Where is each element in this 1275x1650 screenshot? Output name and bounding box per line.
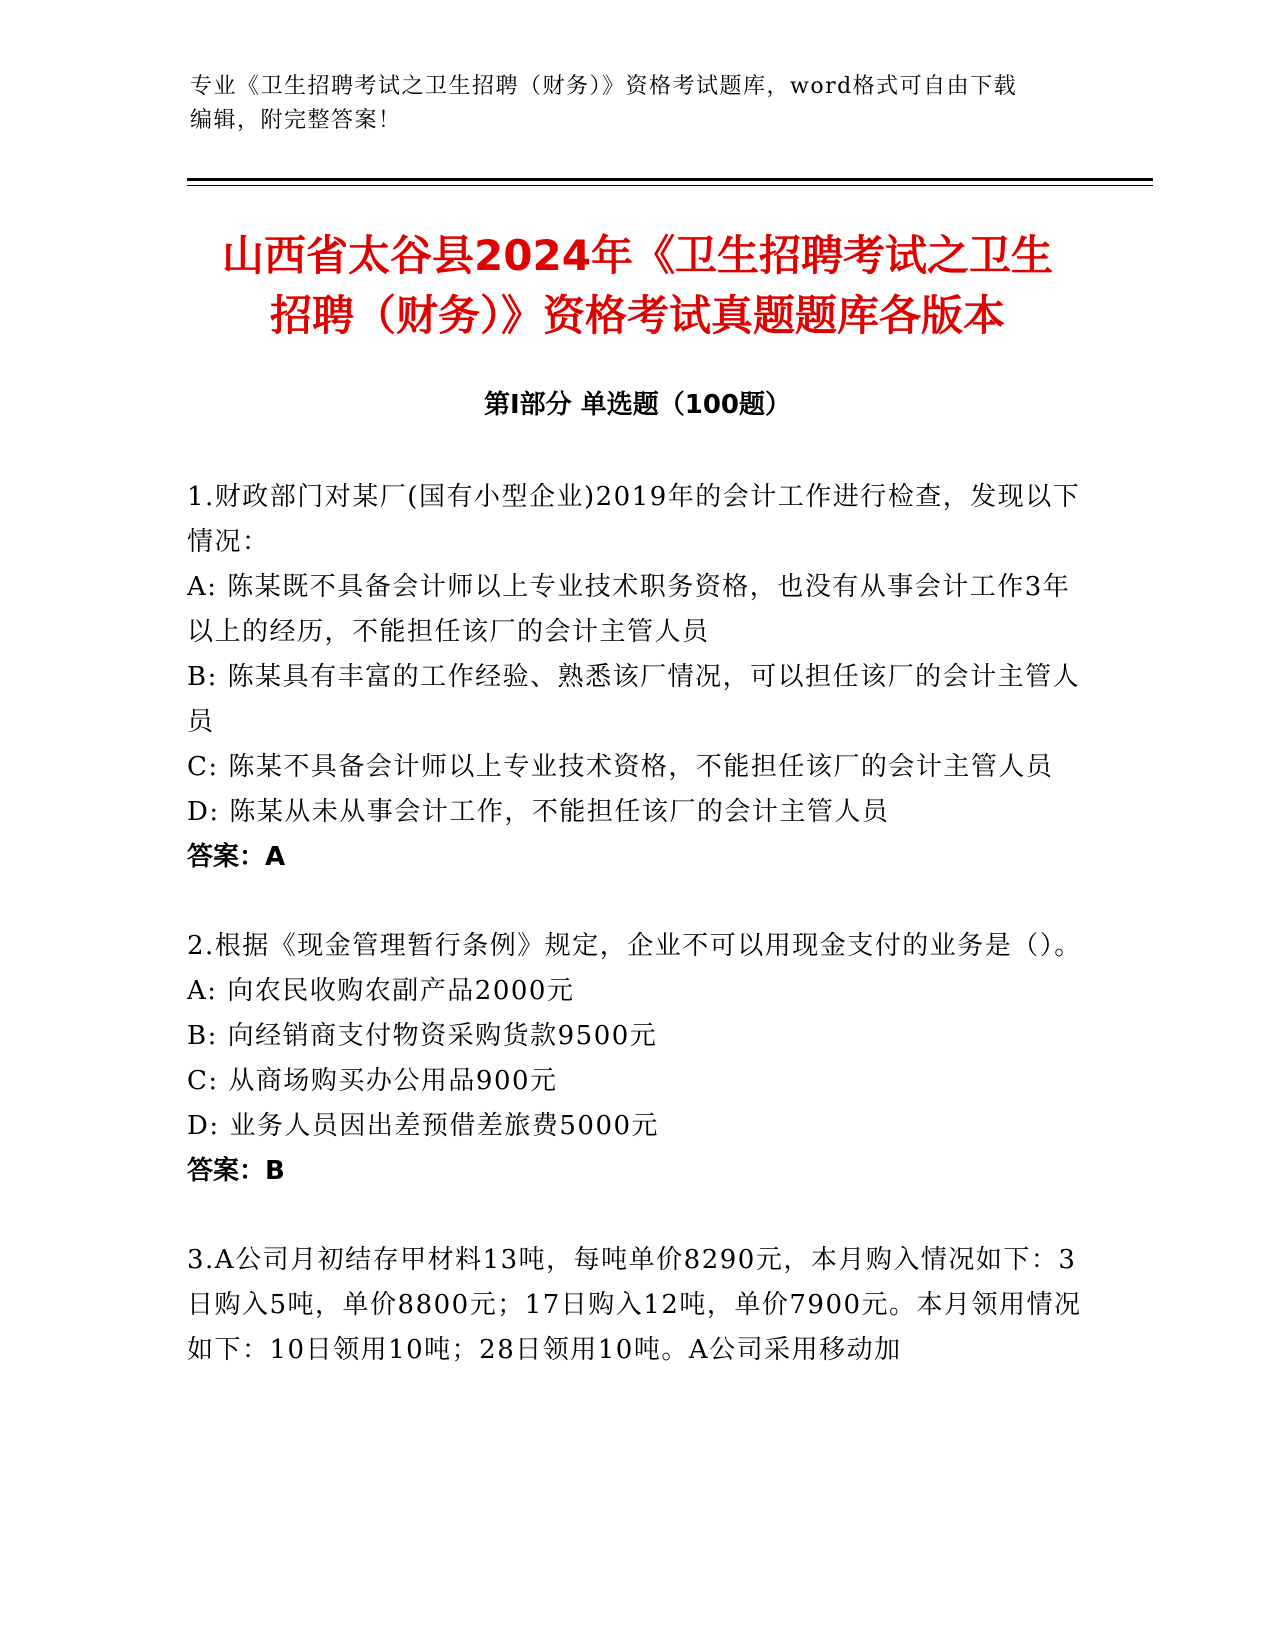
option-a: A: 陈某既不具备会计师以上专业技术职务资格，也没有从事会计工作3年以上的经历，不能担任该厂的会计主管人员 — [187, 572, 1071, 647]
answer: 答案：A — [187, 842, 286, 872]
header-note — [190, 70, 1090, 138]
question-1 — [187, 475, 1087, 880]
answer: 答案：B — [187, 1156, 285, 1186]
header-note-line-1: 专业《卫生招聘考试之卫生招聘（财务）》资格考试题库，word格式可自由下载 — [190, 74, 1018, 99]
header-note-line-2: 编辑，附完整答案！ — [190, 108, 402, 133]
option-c: C: 从商场购买办公用品900元 — [187, 1066, 558, 1096]
option-d: D: 业务人员因出差预借差旅费5000元 — [187, 1111, 660, 1141]
option-a: A: 向农民收购农副产品2000元 — [187, 976, 575, 1006]
option-b: B: 陈某具有丰富的工作经验、熟悉该厂情况，可以担任该厂的会计主管人员 — [187, 662, 1081, 737]
section-title: 第Ⅰ部分 单选题（100题） — [484, 390, 791, 420]
option-d: D: 陈某从未从事会计工作，不能担任该厂的会计主管人员 — [187, 797, 890, 827]
header-divider-thin — [187, 185, 1153, 186]
question-stem: 2.根据《现金管理暂行条例》规定，企业不可以用现金支付的业务是（）。 — [187, 931, 1082, 961]
question-stem: 3.A公司月初结存甲材料13吨，每吨单价8290元，本月购入情况如下：3日购入5吨，单价8800元；17日购入12吨，单价7900元。本月领用情况如下：10日领用10吨；28日领用10吨。A公司采用移动加 — [187, 1245, 1082, 1365]
page-title — [150, 226, 1125, 346]
question-3 — [187, 1238, 1087, 1373]
question-list — [187, 475, 1087, 1417]
question-2 — [187, 924, 1087, 1194]
header-divider-thick — [187, 178, 1153, 181]
page-title-line-1: 山西省太谷县2024年《卫生招聘考试之卫生 — [222, 231, 1053, 280]
page-title-line-2: 招聘（财务）》资格考试真题题库各版本 — [269, 291, 1005, 340]
option-c: C: 陈某不具备会计师以上专业技术资格，不能担任该厂的会计主管人员 — [187, 752, 1054, 782]
question-stem: 1.财政部门对某厂(国有小型企业)2019年的会计工作进行检查，发现以下情况： — [187, 482, 1081, 557]
option-b: B: 向经销商支付物资采购货款9500元 — [187, 1021, 658, 1051]
